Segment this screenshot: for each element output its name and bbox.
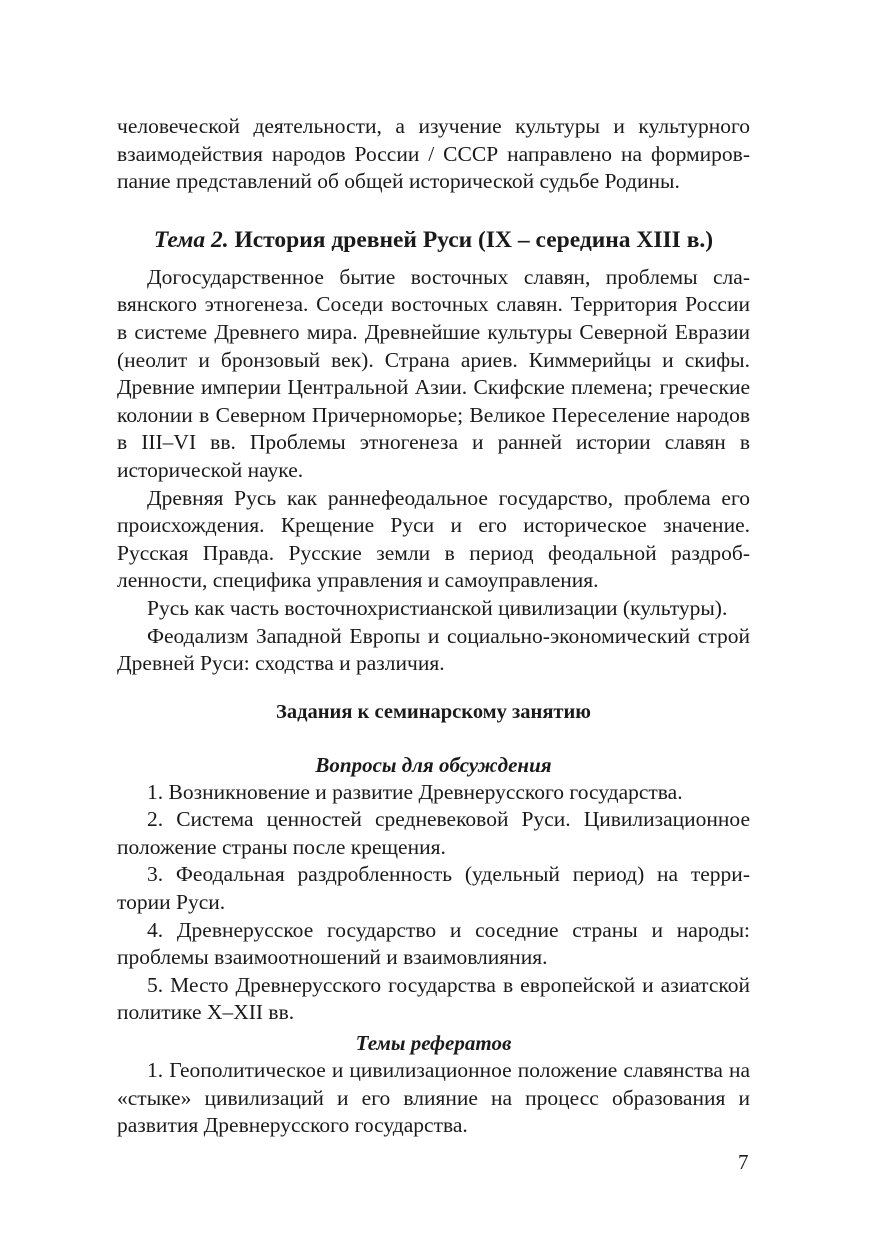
question-item: 4. Древнерусское государство и соседние страны и народы: проблемы взаимоотношений и взаимовлияния. xyxy=(117,917,750,970)
essays-heading: Темы рефератов xyxy=(355,1031,512,1056)
body-paragraph: Феодализм Западной Европы и социально-экономический строй Древней Руси: сходства и различия. xyxy=(117,623,750,676)
intro-paragraph: человеческой деятельности, а изучение культуры и культурного взаимодействия народов России / СССР направлено на формировпание представлений об общей исторической судьбе Родины. xyxy=(117,114,750,194)
body-paragraph: Догосударственное бытие восточных славян, проблемы славянского этногенеза. Соседи восточных славян. Территория России в системе Древнего мира. Древнейшие культуры Северной Евразии (неолит и бронзовый век). Страна ариев. Киммерийцы и скифы. Древние империи Центральной Азии. Скифские племена; греческие колонии в Северном Причерноморье; Великое Переселение народов в III–VI вв. Проблемы этногенеза и ранней истории славян в исторической науке. xyxy=(117,264,750,482)
body-paragraph: Русь как часть восточнохристианской цивилизации (культуры). xyxy=(147,595,728,620)
question-item: 3. Феодальная раздробленность (удельный период) на территории Руси. xyxy=(117,862,750,915)
theme-label: Тема 2. xyxy=(153,226,229,253)
question-item: 1. Возникновение и развитие Древнерусского государства. xyxy=(147,779,683,804)
theme-heading xyxy=(117,225,750,255)
page-number: 7 xyxy=(738,1150,749,1174)
body-paragraph: Древняя Русь как раннефеодальное государство, проблема его происхождения. Крещение Руси и его историческое значение. Русская Правда. Русские земли в период феодальной раздробленности, специфика управления и самоуправления. xyxy=(117,485,750,593)
questions-heading: Вопросы для обсуждения xyxy=(315,752,552,777)
page-body xyxy=(117,113,750,1140)
question-item: 2. Система ценностей средневековой Руси. Цивилизационное положение страны после крещения. xyxy=(117,807,750,859)
essay-item: 1. Геополитическое и цивилизационное положение славянства на «стыке» цивилизаций и его влияние на процесс образования и развития Древнерусского государства. xyxy=(117,1058,750,1138)
seminar-heading: Задания к семинарскому занятию xyxy=(276,700,591,723)
question-item: 5. Место Древнерусского государства в европейской и азиатской политике X–XII вв. xyxy=(117,972,750,1025)
theme-title: История древней Руси (IX – середина XIII в.) xyxy=(234,226,714,253)
